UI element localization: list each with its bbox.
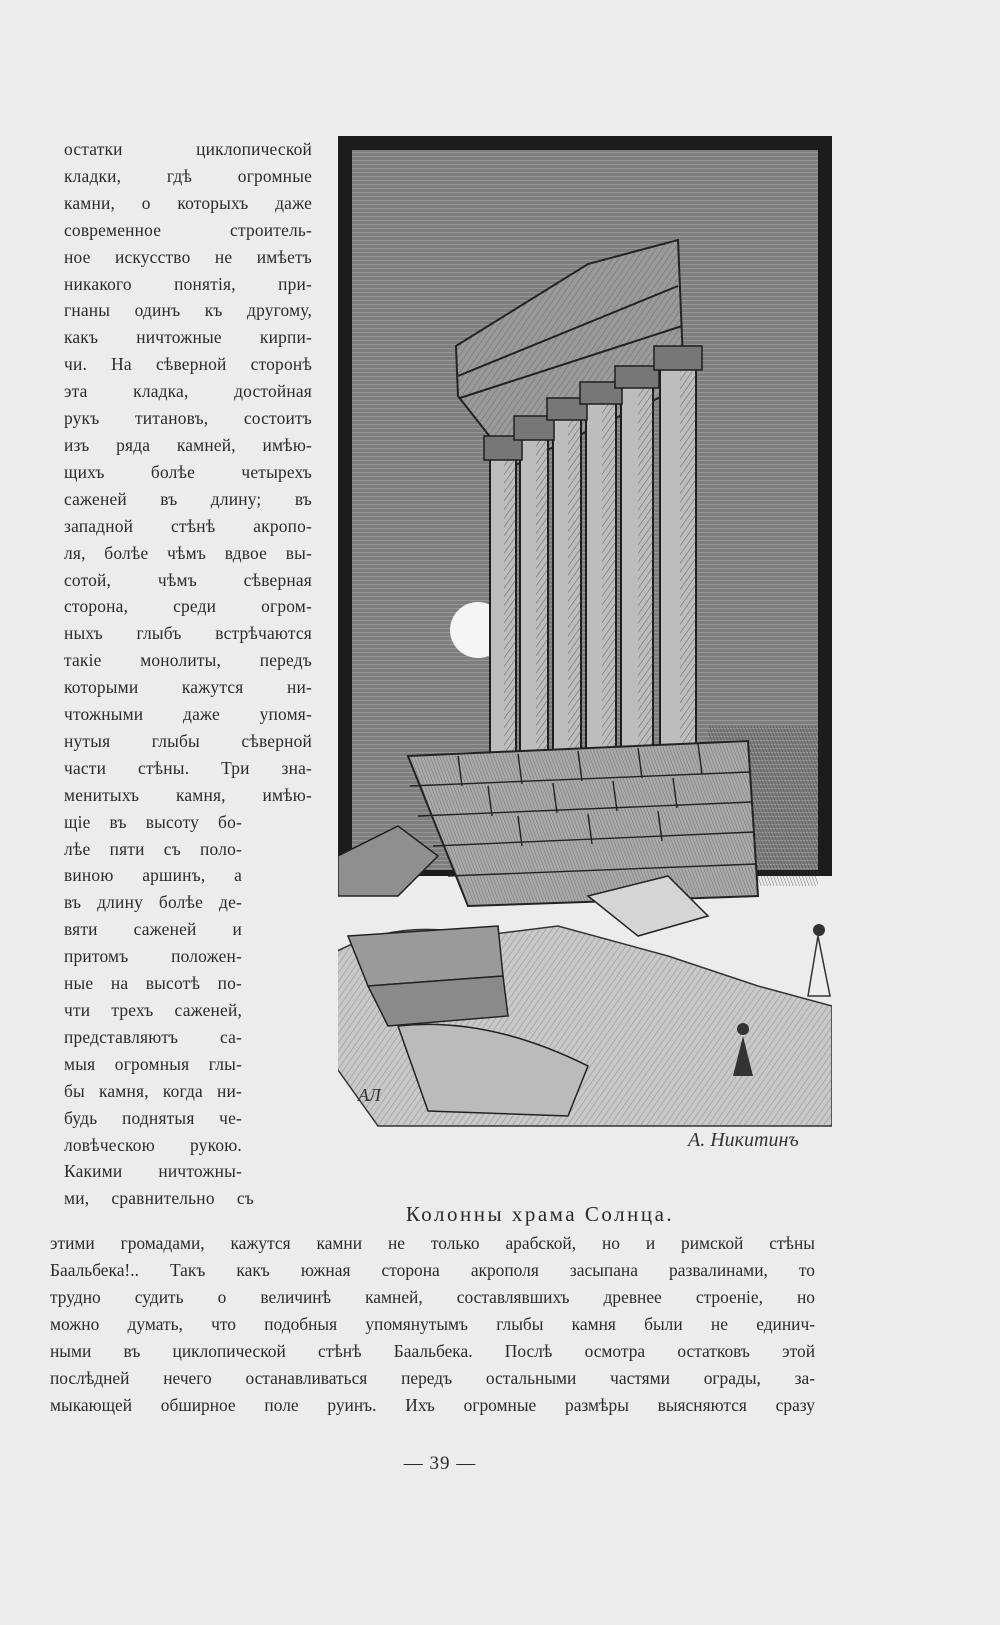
- text-line: такіе монолиты, передъ: [64, 650, 312, 671]
- text-line: ные на высотѣ по-: [64, 973, 242, 994]
- text-line: Какими ничтожны-: [64, 1161, 242, 1182]
- illustration-caption: Колонны храма Солнца.: [405, 1202, 675, 1226]
- text-line: сотой, чѣмъ сѣверная: [64, 569, 312, 590]
- text-line: менитыхъ камня, имѣю-: [64, 784, 312, 805]
- text-line: послѣдней нечего останавливаться передъ остальными частями ограды, за-: [50, 1368, 815, 1388]
- text-line: остатки циклопической: [64, 139, 312, 159]
- text-line: современное строитель-: [64, 219, 312, 240]
- text-line: мыя огромныя глы-: [64, 1053, 242, 1074]
- text-line: рукъ титановъ, состоитъ: [64, 408, 312, 429]
- text-line: бы камня, когда ни-: [64, 1080, 242, 1101]
- text-line: эта кладка, достойная: [64, 381, 312, 402]
- text-line: ловѣческою рукою.: [64, 1134, 242, 1155]
- text-line: ное искусство не имѣетъ: [64, 246, 312, 267]
- text-line: трудно судить о величинѣ камней, составлявшихъ древнее строеніе, но: [50, 1287, 815, 1307]
- text-line: ныхъ глыбъ встрѣчаются: [64, 623, 312, 644]
- text-line: притомъ положен-: [64, 946, 242, 967]
- text-line: ными въ циклопической стѣнѣ Баальбека. Послѣ осмотра остатковъ этой: [50, 1341, 815, 1361]
- text-line: ля, болѣе чѣмъ вдвое вы-: [64, 542, 312, 563]
- text-line: этими громадами, кажутся камни не только арабской, но и римской стѣны: [50, 1233, 815, 1253]
- text-line: можно думать, что подобныя упомянутымъ глыбы камня были не единич-: [50, 1314, 815, 1334]
- stone-podium: [408, 741, 758, 906]
- text-line: въ длину болѣе де-: [64, 892, 242, 913]
- text-line: сторона, среди огром-: [64, 596, 312, 617]
- text-line: камни, о которыхъ даже: [64, 192, 312, 213]
- text-line: щихъ болѣе четырехъ: [64, 461, 312, 482]
- text-line: саженей въ длину; въ: [64, 488, 312, 509]
- page-number: — 39 —: [403, 1453, 477, 1474]
- text-line: будь поднятыя че-: [64, 1107, 242, 1128]
- text-line: Баальбека!.. Такъ какъ южная сторона акрополя засыпана развалинами, то: [50, 1260, 815, 1280]
- text-line: чтожными даже упомя-: [64, 704, 312, 725]
- text-line: нутыя глыбы сѣверной: [64, 730, 312, 751]
- text-line: представляютъ са-: [64, 1026, 242, 1047]
- text-line: щіе въ высоту бо-: [64, 811, 242, 832]
- text-line: гнаны одинъ къ другому,: [64, 300, 312, 321]
- text-line: никакого понятія, при-: [64, 273, 312, 294]
- text-line: чти трехъ саженей,: [64, 1000, 242, 1020]
- text-line: лѣе пяти съ поло-: [64, 838, 242, 859]
- text-line: изъ ряда камней, имѣю-: [64, 434, 312, 455]
- temple-columns-illustration: [338, 136, 832, 1161]
- text-line: вяти саженей и: [64, 919, 242, 940]
- text-line: части стѣны. Три зна-: [64, 757, 312, 778]
- text-line: западной стѣнѣ акропо-: [64, 515, 312, 536]
- monogram: АЛ: [358, 1085, 381, 1105]
- text-line: мыкающей обширное поле руинъ. Ихъ огромные размѣры выясняются сразу: [50, 1395, 815, 1415]
- body-text-bottom: [50, 1230, 815, 1419]
- text-line: которыми кажутся ни-: [64, 677, 312, 698]
- text-line: кладки, гдѣ огромные: [64, 165, 312, 186]
- left-column-text: [64, 136, 312, 1212]
- text-line: ми, сравнительно съ: [64, 1188, 254, 1209]
- artist-signature: А. Никитинъ: [688, 1129, 799, 1151]
- text-line: виною аршинъ, а: [64, 865, 242, 886]
- text-line: какъ ничтожные кирпи-: [64, 327, 312, 348]
- text-line: чи. На сѣверной сторонѣ: [64, 354, 312, 375]
